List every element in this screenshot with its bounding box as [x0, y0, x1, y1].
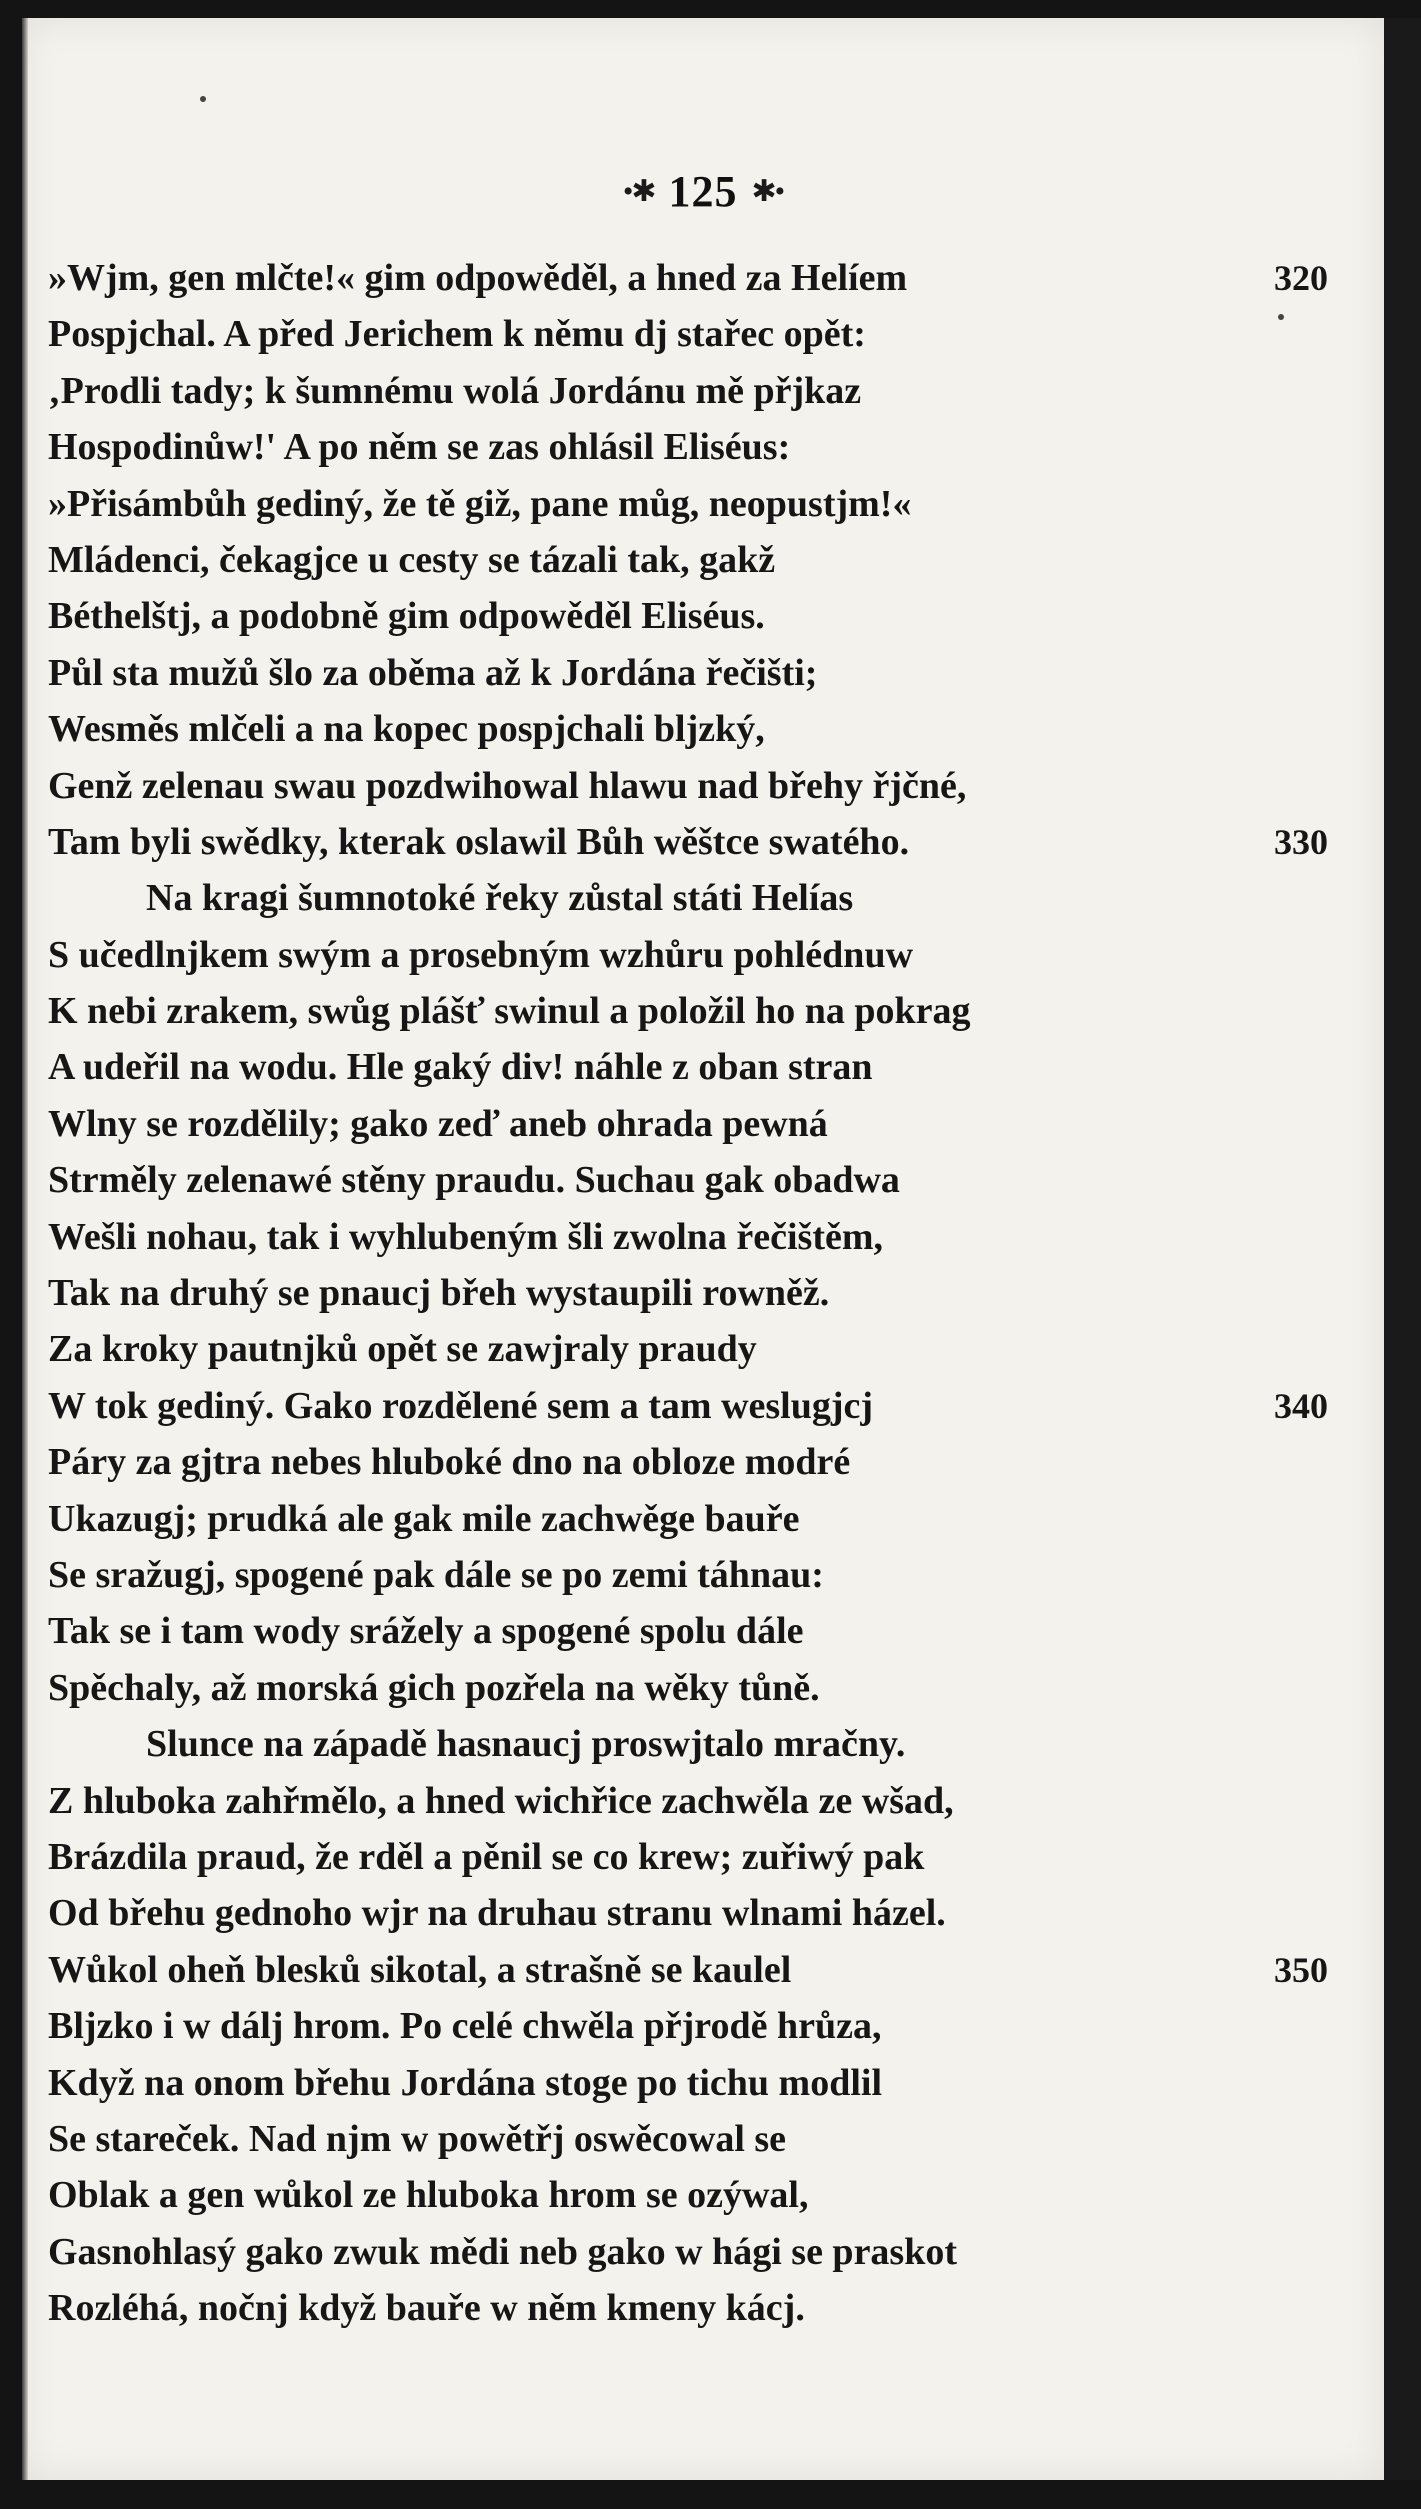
poem-line [48, 983, 1298, 1039]
poem-line-text: Tak na druhý se pnaucj břeh wystaupili rowněž. [48, 1272, 830, 1315]
poem-line-text: Rozléhá, nočnj když bauře w něm kmeny kácj. [48, 2287, 805, 2330]
poem-line-text: W tok gediný. Gako rozdělené sem a tam weslugjcj [48, 1384, 874, 1427]
poem-line [48, 1209, 1298, 1265]
page-gutter [22, 18, 28, 2480]
poem-line-text: Wesměs mlčeli a na kopec pospjchali bljzký, [48, 708, 765, 751]
line-number: 330 [1274, 821, 1328, 862]
line-number: 350 [1274, 1949, 1328, 1990]
poem-line-text: Wešli nohau, tak i wyhlubeným šli zwolna řečištěm, [48, 1215, 883, 1258]
poem-line [48, 2167, 1298, 2223]
poem-text [48, 250, 1328, 2336]
poem-line [48, 306, 1298, 362]
poem-line [48, 701, 1298, 757]
poem-line-text: Od břehu gednoho wjr na druhau stranu wlnami házel. [48, 1892, 946, 1935]
poem-line [48, 363, 1298, 419]
page-header [22, 166, 1384, 226]
poem-line-text: Ukazugj; prudká ale gak mile zachwěge bauře [48, 1497, 800, 1540]
poem-line-text: Oblak a gen wůkol ze hluboka hrom se ozýwal, [48, 2174, 809, 2217]
poem-line-text: Brázdila praud, že rděl a pěnil se co krew; zuřiwý pak [48, 1835, 925, 1878]
poem-line-text: Gasnohlasý gako zwuk mědi neb gako w hági se praskot [48, 2230, 958, 2273]
poem-line [48, 1885, 1298, 1941]
poem-line [48, 1716, 1298, 1772]
poem-line-text: S učedlnjkem swým a prosebným wzhůru pohlédnuw [48, 933, 914, 976]
poem-line [48, 476, 1298, 532]
poem-line-text: Wlny se rozdělily; gako zeď aneb ohrada pewná [48, 1102, 828, 1145]
poem-line-text: Na kragi šumnotoké řeky zůstal státi Helías [146, 877, 854, 920]
page-number: 125 [668, 167, 738, 216]
scan-edge [1384, 18, 1421, 2480]
poem-line-text: »Přisámbůh gediný, že tě giž, pane můg, neopustjm!« [48, 482, 912, 525]
poem-line-text: Bljzko i w dálj hrom. Po celé chwěla přjrodě hrůza, [48, 2005, 882, 2048]
page-speck [1278, 314, 1284, 320]
poem-line-text: Pospjchal. A před Jerichem k němu dj stařec opět: [48, 313, 866, 356]
poem-line [48, 1942, 1328, 1998]
poem-line [48, 1378, 1328, 1434]
poem-line [48, 1096, 1298, 1152]
book-page [22, 18, 1384, 2480]
poem-line [48, 1547, 1298, 1603]
line-number: 320 [1274, 258, 1328, 298]
page-speck [200, 96, 206, 102]
poem-line-text: Tam byli swědky, kterak oslawil Bůh wěštce swatého. [48, 820, 910, 863]
poem-line-text: Se sražugj, spogené pak dále se po zemi táhnau: [48, 1553, 824, 1596]
poem-line [48, 2055, 1298, 2111]
poem-line [48, 1265, 1298, 1321]
poem-line-text: »Wjm, gen mlčte!« gim odpowěděl, a hned za Helíem [48, 257, 908, 299]
poem-line [48, 2224, 1298, 2280]
ornament-right: ✱• [751, 175, 784, 208]
poem-line [48, 1998, 1298, 2054]
poem-line-text: Se stareček. Nad njm w powětřj oswěcowal se [48, 2117, 787, 2160]
poem-line [48, 1039, 1298, 1095]
poem-line-text: Hospodinůw!' A po něm se zas ohlásil Eliséus: [48, 426, 791, 469]
poem-line-text: Za kroky pautnjků opět se zawjraly praudy [48, 1328, 757, 1371]
poem-line [48, 588, 1298, 644]
poem-line [48, 1321, 1298, 1377]
poem-line [48, 1434, 1298, 1490]
poem-line-text: Genž zelenau swau pozdwihowal hlawu nad břehy řjčné, [48, 764, 967, 807]
poem-line [48, 2111, 1298, 2167]
poem-line-text: Mládenci, čekagjce u cesty se tázali tak, gakž [48, 538, 776, 581]
poem-line-text: Slunce na západě hasnaucj proswjtalo mračny. [146, 1723, 906, 1766]
poem-line [48, 2280, 1298, 2336]
ornament-left: •✱ [622, 175, 655, 208]
poem-line-text: Z hluboka zahřmělo, a hned wichřice zachwěla ze wšad, [48, 1779, 954, 1822]
poem-line [48, 419, 1298, 475]
poem-line-text: Když na onom břehu Jordána stoge po tichu modlil [48, 2061, 882, 2104]
poem-line [48, 1491, 1298, 1547]
poem-line [48, 1829, 1298, 1885]
poem-line [48, 532, 1298, 588]
poem-line [48, 250, 1328, 306]
poem-line [48, 1773, 1298, 1829]
poem-line-text: Wůkol oheň blesků sikotal, a strašně se kaulel [48, 1948, 792, 1991]
poem-line-text: Béthelštj, a podobně gim odpowěděl Eliséus. [48, 595, 765, 638]
poem-line [48, 927, 1298, 983]
poem-line [48, 1152, 1298, 1208]
poem-line [48, 814, 1328, 870]
poem-line-text: Půl sta mužů šlo za oběma až k Jordána řečišti; [48, 651, 818, 694]
poem-line [48, 1660, 1298, 1716]
poem-line-text: Spěchaly, až morská gich pozřela na wěky tůně. [48, 1666, 820, 1709]
poem-line-text: K nebi zrakem, swůg plášť swinul a položil ho na pokrag [48, 990, 971, 1033]
poem-line [48, 758, 1298, 814]
poem-line-text: Tak se i tam wody srážely a spogené spolu dále [48, 1610, 804, 1653]
poem-line [48, 870, 1298, 926]
poem-line-text: ‚Prodli tady; k šumnému wolá Jordánu mě přjkaz [48, 369, 862, 412]
line-number: 340 [1274, 1385, 1328, 1426]
poem-line [48, 645, 1298, 701]
poem-line-text: Páry za gjtra nebes hluboké dno na obloze modré [48, 1441, 851, 1484]
poem-line-text: Strměly zelenawé stěny praudu. Suchau gak obadwa [48, 1159, 900, 1202]
poem-line [48, 1603, 1298, 1659]
poem-line-text: A udeřil na wodu. Hle gaký div! náhle z oban stran [48, 1046, 873, 1089]
